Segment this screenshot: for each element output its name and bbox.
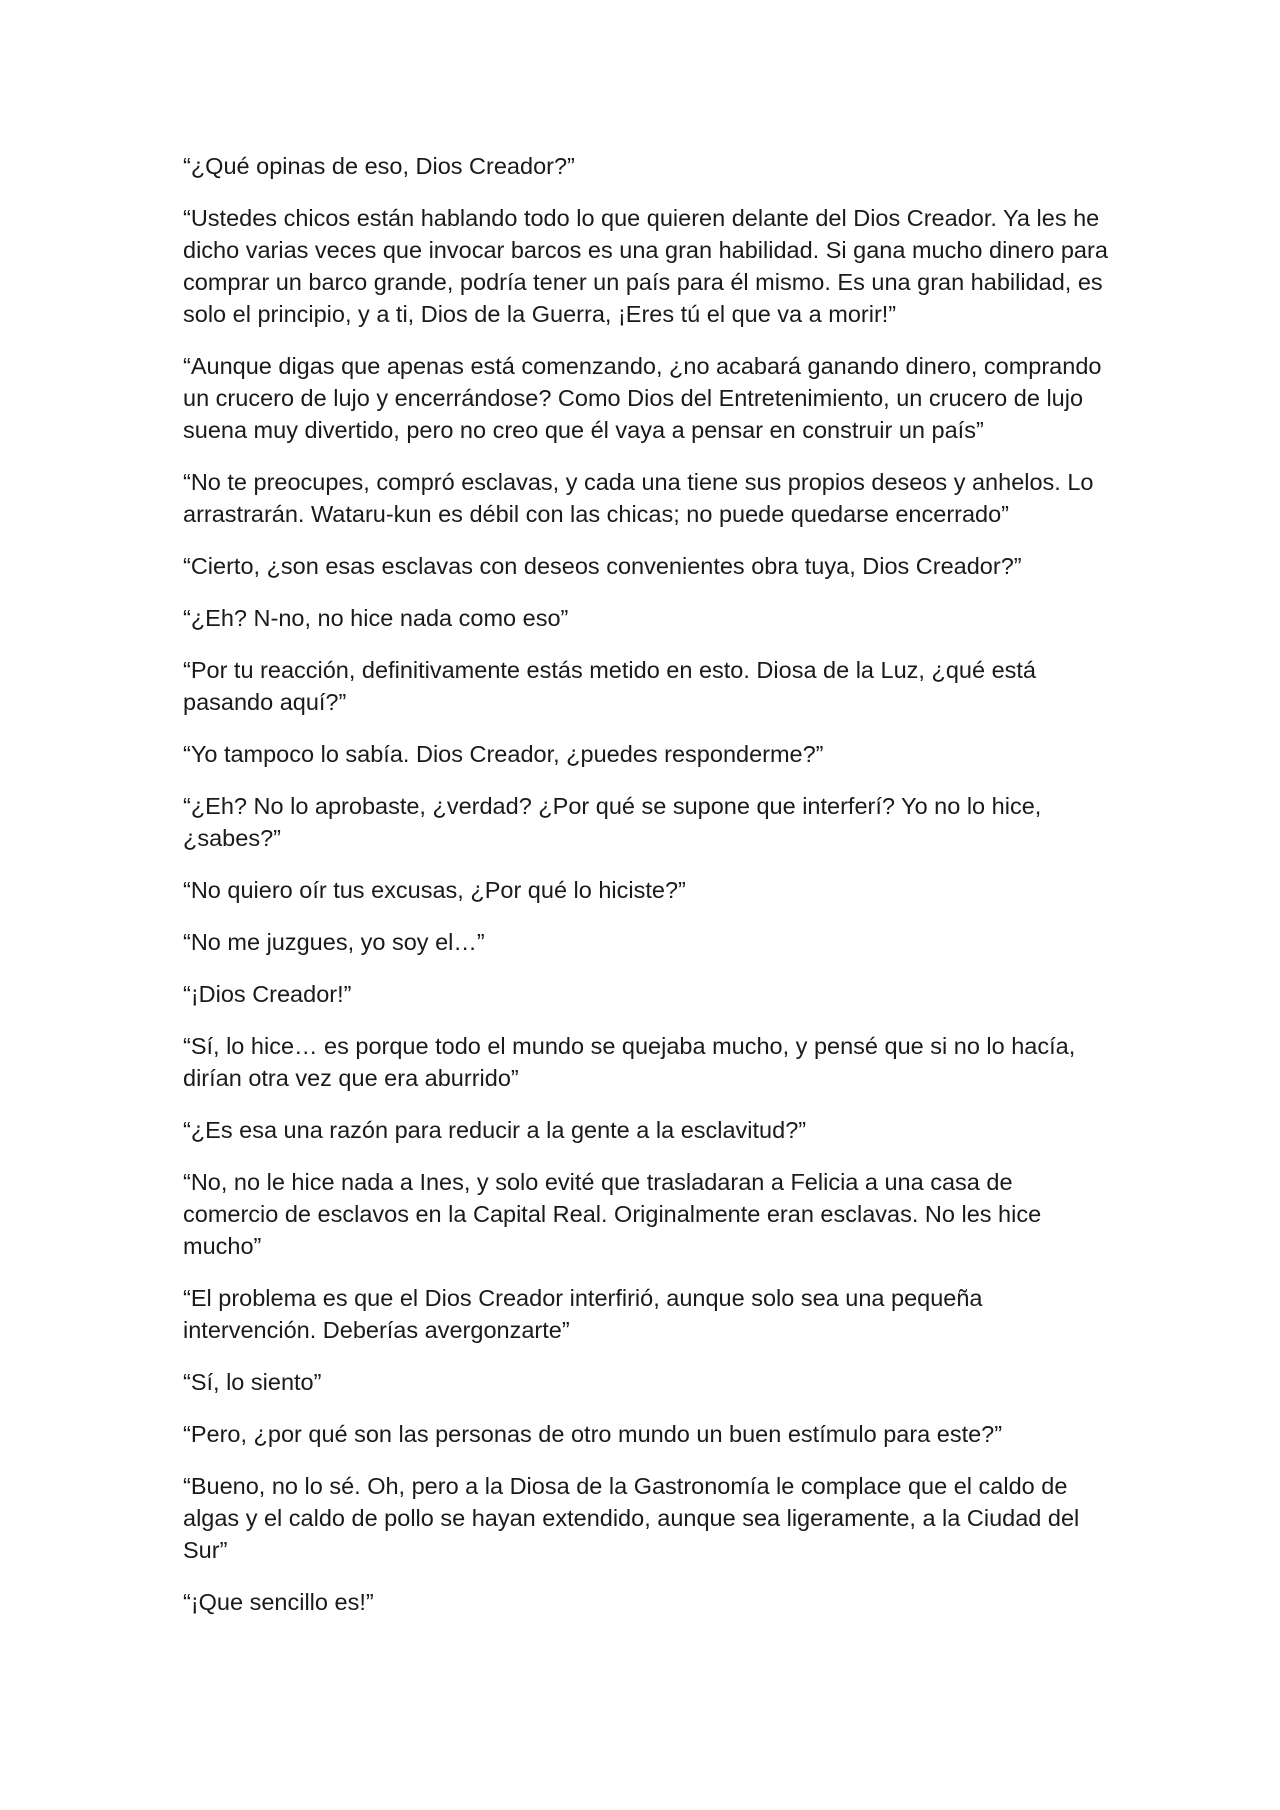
dialogue-paragraph: “Pero, ¿por qué son las personas de otro mundo un buen estímulo para este?” bbox=[183, 1421, 1003, 1447]
dialogue-paragraph: “Bueno, no lo sé. Oh, pero a la Diosa de la Gastronomía le complace que el caldo de algas y el caldo de pollo se hayan extendido, aunque sea ligeramente, a la Ciudad del Sur” bbox=[183, 1473, 1080, 1563]
dialogue-paragraph: “¿Es esa una razón para reducir a la gente a la esclavitud?” bbox=[183, 1117, 807, 1143]
dialogue-paragraph: “¡Dios Creador!” bbox=[183, 981, 352, 1007]
dialogue-paragraph: “No quiero oír tus excusas, ¿Por qué lo hiciste?” bbox=[183, 877, 686, 903]
dialogue-paragraph: “Cierto, ¿son esas esclavas con deseos convenientes obra tuya, Dios Creador?” bbox=[183, 553, 1022, 579]
dialogue-paragraph: “No te preocupes, compró esclavas, y cada una tiene sus propios deseos y anhelos. Lo arrastrarán. Wataru-kun es débil con las chicas; no puede quedarse encerrado” bbox=[183, 469, 1094, 527]
dialogue-paragraph: “Sí, lo siento” bbox=[183, 1369, 322, 1395]
document-page bbox=[183, 150, 1113, 1638]
dialogue-paragraph: “Yo tampoco lo sabía. Dios Creador, ¿puedes responderme?” bbox=[183, 741, 824, 767]
dialogue-paragraph: “¡Que sencillo es!” bbox=[183, 1589, 374, 1615]
dialogue-paragraph: “No, no le hice nada a Ines, y solo evité que trasladaran a Felicia a una casa de comercio de esclavos en la Capital Real. Originalmente eran esclavas. No les hice mucho” bbox=[183, 1169, 1042, 1259]
dialogue-paragraph: “¿Qué opinas de eso, Dios Creador?” bbox=[183, 153, 575, 179]
dialogue-paragraph: “No me juzgues, yo soy el…” bbox=[183, 929, 485, 955]
dialogue-paragraph: “¿Eh? N-no, no hice nada como eso” bbox=[183, 605, 569, 631]
dialogue-paragraph: “El problema es que el Dios Creador interfirió, aunque solo sea una pequeña intervención. Deberías avergonzarte” bbox=[183, 1285, 983, 1343]
dialogue-paragraph: “Sí, lo hice… es porque todo el mundo se quejaba mucho, y pensé que si no lo hacía, dirían otra vez que era aburrido” bbox=[183, 1033, 1076, 1091]
dialogue-paragraph: “Por tu reacción, definitivamente estás metido en esto. Diosa de la Luz, ¿qué está pasando aquí?” bbox=[183, 657, 1036, 715]
dialogue-paragraph: “Ustedes chicos están hablando todo lo que quieren delante del Dios Creador. Ya les he dicho varias veces que invocar barcos es una gran habilidad. Si gana mucho dinero para comprar un barco grande, podría tener un país para él mismo. Es una gran habilidad, es solo el principio, y a ti, Dios de la Guerra, ¡Eres tú el que va a morir!” bbox=[183, 205, 1108, 327]
dialogue-paragraph: “Aunque digas que apenas está comenzando, ¿no acabará ganando dinero, comprando un crucero de lujo y encerrándose? Como Dios del Entretenimiento, un crucero de lujo suena muy divertido, pero no creo que él vaya a pensar en construir un país” bbox=[183, 353, 1102, 443]
dialogue-paragraph: “¿Eh? No lo aprobaste, ¿verdad? ¿Por qué se supone que interferí? Yo no lo hice, ¿sabes?” bbox=[183, 793, 1042, 851]
